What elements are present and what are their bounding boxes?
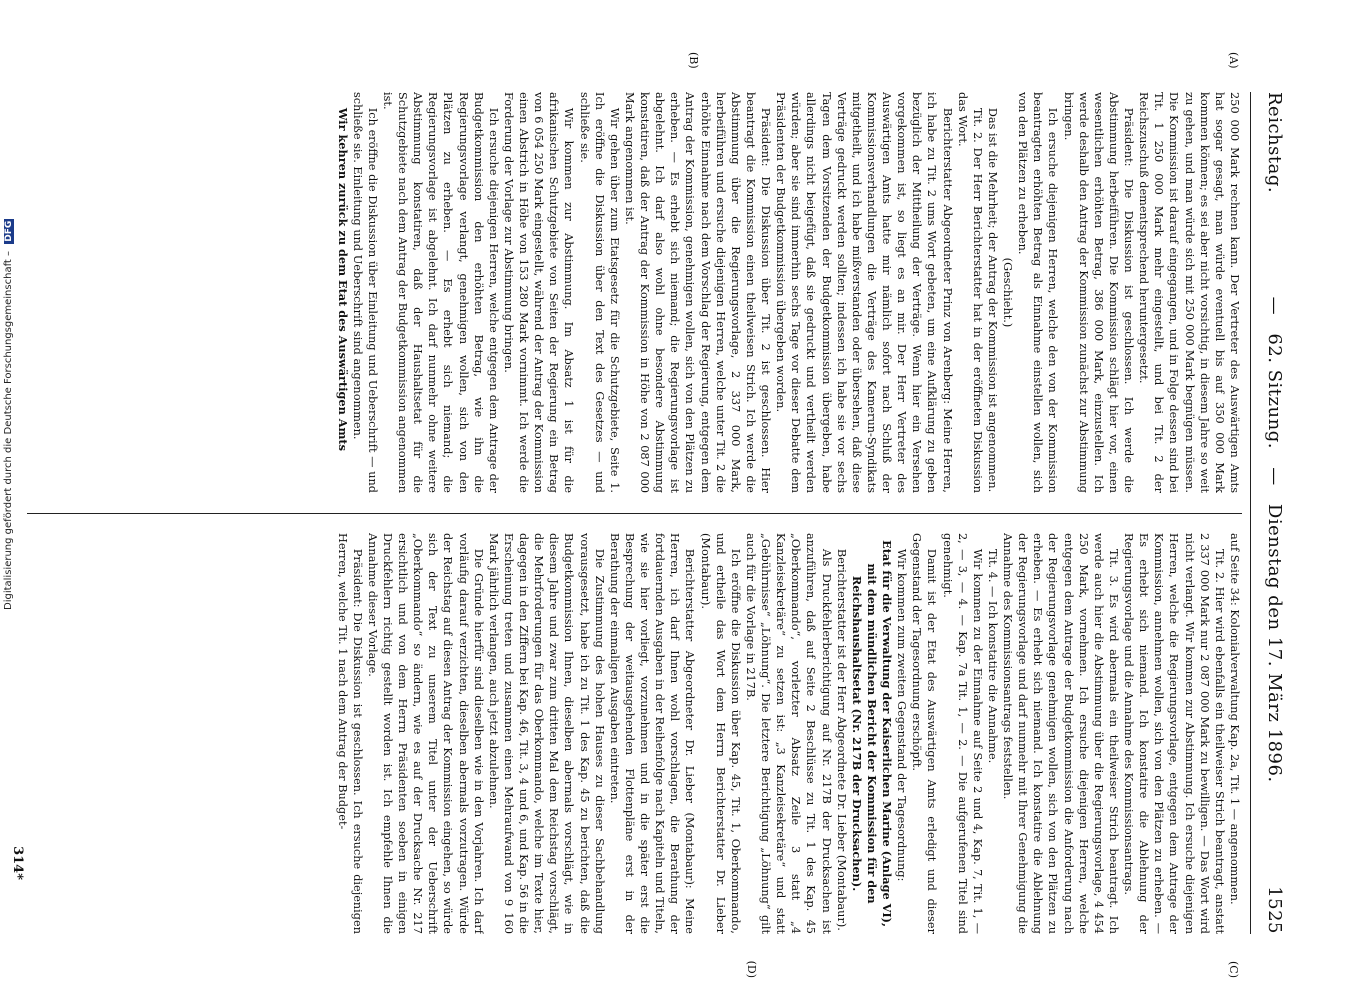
header-dash: — [1264, 296, 1285, 316]
paragraph: Ich eröffne die Diskussion über Kap. 45, Tit. 1, Oberkommando, und ertheile das Wort dem Herrn Berichterstatter Dr. Lieber (Montabaur). [698, 533, 742, 934]
agenda-item-title: Etat für die Verwaltung der Kaiserlichen Marine (Anlage VI), mit dem mündlichen Bericht der Kommission für den Reichshaushaltsetat (Nr. 217B der Drucksachen). [849, 540, 895, 927]
paragraph: Tit. 2. Hier wird ebenfalls ein theilweiser Strich beantragt, anstatt 2 337 000 Mark nur 2 087 000 Mark zu bewilligen. — Das Wort wird nicht verlangt. Wir kommen zur Abstimmung. Ich ersuche diejenigen Herren, welche die Regierungsvorlage, entgegen dem Antrage der Kommission, annehmen wollen, sich von den Plätzen zu erheben. — Es erhebt sich niemand. Ich konstatire die Ablehnung der Regierungsvorlage und die Annahme des Kommissionsantrags. [1122, 533, 1226, 934]
paragraph: 250 000 Mark rechnen kann. Der Vertreter des Auswärtigen Amts hat sogar gesagt, man würde eventuell bis auf 350 000 Mark kommen können; es sei aber nicht vorsichtig, in diesem Jahre so weit zu gehen, und man würde sich mit 250 000 Mark begnügen müssen. Die Kommission ist darauf eingegangen, und in Folge dessen sind bei Tit. 1 250 000 Mark mehr eingestellt, und bei Tit. 2 der Reichszuschuß dementsprechend heruntergesetzt. [1137, 92, 1241, 493]
paragraph: auf Seite 34: Kolonialverwaltung Kap. 2a, Tit. 1 — angenommen. [1228, 533, 1241, 905]
paragraph: Wir gehen über zum Etatsgesetz für die Schutzgebiete, Seite 1. Ich eröffne die Diskussion über den Text des Gesetzes — und schließe sie. [577, 92, 621, 493]
paragraph: Präsident: Die Diskussion über Tit. 2 ist geschlossen. Hier beantragt die Kommission einen theilweisen Strich. Ich werde die Abstimmung über die Regierungsvorlage, 2 337 000 Mark, herbeiführen und ersuche diejenigen Herren, welche unter Tit. 2 die erhöhte Einnahme nach dem Vorschlag der Regierung, entgegen dem Antrag der Kommission, genehmigen wollen, sich von den Plätzen zu erheben. — Es erhebt sich niemand; die Regierungsvorlage ist abgelehnt. Ich darf also wohl ohne besondere Abstimmung konstatiren, daß der Antrag der Kommission in Höhe von 2 087 000 Mark angenommen ist. [623, 92, 773, 493]
dfg-logo: DFG [4, 220, 14, 242]
paragraph: Präsident: Die Diskussion ist geschlossen. Ich ersuche diejenigen Herren, welche Tit. 1 nach dem Antrag der Budget- [335, 533, 364, 934]
paragraph: Als Druckfehlerberichtigung auf Nr. 217B der Drucksachen ist anzuführen, daß auf Seite 2 Beschlüsse zu Tit. 1 des Kap. 45 „Oberkommando“, vorletzter Absatz Zeile 3 statt „4 Kanzleisekretäre“ zu setzen ist: „3 Kanzleisekretäre“ und statt „Gebührnisse“ „Löhnung“. Die letztere Berichtigung „Löhnung“ gilt auch für die Vorlage in 217B. [744, 533, 833, 934]
paragraph: Die Zustimmung des hohen Hauses zu dieser Sachbehandlung vorausgesetzt, habe ich zu Tit. 1 des Kap. 45 zu berichten, daß die Budgetkommission Ihnen, dieselben abermals vorschlägt, wie in diesem Jahre und zwar zum dritten Mal dem Reichstag vorschlägt, die Mehrforderungen für das Oberkommando, welche im Texte hier, dagegen in den Ziffern bei Kap. 46, Tit. 3, 4 und 6, und Kap. 56 in die Erscheinung treten und zusammen einen Mehraufwand von 9 160 Mark jährlich verlangen, auch jetzt abzulehnen. [486, 533, 606, 934]
page-header [1250, 92, 1285, 934]
paragraph: Berichterstatter Abgeordneter Prinz von Arenberg: Meine Herren, ich habe zu Tit. 2 ums Wort gebeten, um eine Aufklärung zu geben bezüglich der Mittheilung der Verträge. Wenn hier ein Versehen vorgekommen ist, so liegt es an mir. Der Herr Vertreter des Auswärtigen Amts hatte mir nämlich sofort nach Schluß der Kommissionsverhandlungen die Verträge des Kamerun-Syndikats mitgetheilt, und ich habe mißverstanden oder übersehen, daß diese Verträge gedruckt werden sollten; indessen ich habe sie vor sechs Tagen dem Vorsitzenden der Budgetkommission übergeben, habe allerdings nicht beigefügt, daß sie gedruckt und vertheilt werden würden; aber sie sind immerhin sechs Tage vor dieser Debatte dem Präsidenten der Budgetkommission übergeben worden. [774, 92, 954, 493]
text-columns [27, 52, 1242, 978]
right-column [27, 533, 1242, 934]
margin-marker-b: (B) [687, 52, 700, 69]
paragraph: Wir kommen zur Abstimmung. Im Absatz 1 ist für die afrikanischen Schutzgebiete von Seiten der Regierung ein Betrag von 6 054 250 Mark eingestellt, während der Antrag der Kommission einen Abstrich in Höhe von 153 280 Mark vornimmt. Ich werde die Forderung der Vorlage zur Abstimmung bringen. [502, 92, 576, 493]
paragraph: Ich ersuche diejenigen Herren, welche entgegen dem Antrage der Budgetkommission den erhöhten Betrag, wie ihn die Regierungsvorlage verlangt, genehmigen wollen, sich von den Plätzen zu erheben. — Es erhebt sich niemand; die Regierungsvorlage ist abgelehnt. Ich darf nunmehr ohne weitere Abstimmung konstatiren, daß der Haushaltsetat für die Schutzgebiete nach dem Antrag der Budgetkommission angenommen ist. [381, 92, 500, 493]
paragraph: Wir kommen zu der Einnahme auf Seite 2 und 4, Kap. 7, Tit. 1, — 2, — 3, — 4. — Kap. 7a Tit. 1, — 2. — Die aufgerufenen Titel sind genehmigt. [940, 533, 984, 934]
header-date: Dienstag den 17. März 1896. [1264, 503, 1285, 783]
header-dash-2: — [1264, 467, 1285, 486]
sheet-signature: 314* [10, 846, 25, 880]
left-column [27, 92, 1242, 493]
paragraph: Tit. 2. Der Herr Berichterstatter hat in der eröffneten Diskussion das Wort. [955, 92, 984, 493]
header-center [1264, 193, 1285, 886]
header-left: Reichstag. [1264, 92, 1285, 194]
paragraph: Ich eröffne die Diskussion über Einleitung und Ueberschrift — und schließe sie. Einleitung und Ueberschrift sind angenommen. [350, 92, 379, 493]
page-number: 1525 [1264, 886, 1285, 934]
paragraph: Ich ersuche diejenigen Herren, welche den von der Kommission beantragten erhöhten Betrag als Einnahme einstellen wollen, sich von den Plätzen zu erheben. [1016, 92, 1060, 493]
stage-direction: (Geschieht.) [1001, 257, 1015, 328]
paragraph: Berichterstatter ist der Herr Abgeordnete Dr. Lieber (Montabaur). [834, 548, 848, 931]
paragraph: Das ist die Mehrheit; der Antrag der Kommission ist angenommen. [986, 107, 999, 493]
paragraph: Wir kehren zurück zu dem Etat des Auswärtigen Amts [335, 107, 350, 452]
paragraph: Berichterstatter Abgeordneter Dr. Lieber (Montabaur): Meine Herren, ich darf Ihnen wohl vorschlagen, die Berathung der fortdauernden Ausgaben in der Reihenfolge nach Kapiteln und Titeln, wie sie hier vorliegt, vorzunehmen und in die später erst die Besprechung der weitausgehenden Flottenpläne erst in der Berathung der einmaligen Ausgaben eintreten. [607, 533, 697, 934]
column-divider [27, 513, 1242, 514]
paragraph: Die Gründe hierfür sind dieselben wie in den Vorjahren. Ich darf vorläufig darauf verzichten, dieselben abermals vorzutragen. Würde der Reichstag auf diesen Antrag der Kommission eingehen, so würde sich der Text zu unserem Titel unter der Ueberschrift „Oberkommando“ so ändern, wie es auf der Drucksache Nr. 217 ersichtlich und von dem Herrn Präsidenten soeben in einigen Druckfehlern richtig gestellt worden ist. Ich empfehle Ihnen die Annahme dieser Vorlage. [365, 533, 485, 934]
margin-marker-a: (A) [1227, 52, 1240, 69]
digitization-credit [3, 220, 17, 610]
paragraph: Tit. 4. — Ich konstatire die Annahme. [986, 548, 999, 764]
margin-marker-c: (C) [1227, 961, 1240, 978]
header-session: 62. Sitzung. [1264, 333, 1285, 449]
paragraph: Tit. 3. Es wird abermals ein theilweiser Strich beantragt. Ich werde auch hier die Abstimmung über die Regierungsvorlage, 4 454 250 Mark, vornehmen. Ich ersuche diejenigen Herren, welche entgegen dem Antrage der Budgetkommission die Anforderung nach der Regierungsvorlage genehmigen wollen, sich von den Plätzen zu erheben. — Es erhebt sich niemand. Ich konstatire die Ablehnung der Regierungsvorlage und darf nunmehr mit Ihrer Genehmigung die Annahme des Kommissionsantrags feststellen. [1001, 533, 1120, 934]
paragraph: Präsident: Die Diskussion ist geschlossen. Ich werde die Abstimmung herbeiführen. Die Kommission schlägt hier vor, einen wesentlichen erhöhten Betrag, 386 000 Mark, einzustellen. Ich werde deshalb den Antrag der Kommission zunächst zur Abstimmung bringen. [1061, 92, 1136, 493]
credit-text: Digitalisierung gefördert durch die Deutsche Forschungsgemeinschaft – [3, 250, 14, 610]
paragraph: Wir kommen zum zweiten Gegenstand der Tagesordnung: [895, 548, 909, 882]
margin-marker-d: (D) [745, 960, 758, 978]
paragraph: Damit ist der Etat des Auswärtigen Amts erledigt und dieser Gegenstand der Tagesordnung erschöpft. [910, 533, 939, 934]
